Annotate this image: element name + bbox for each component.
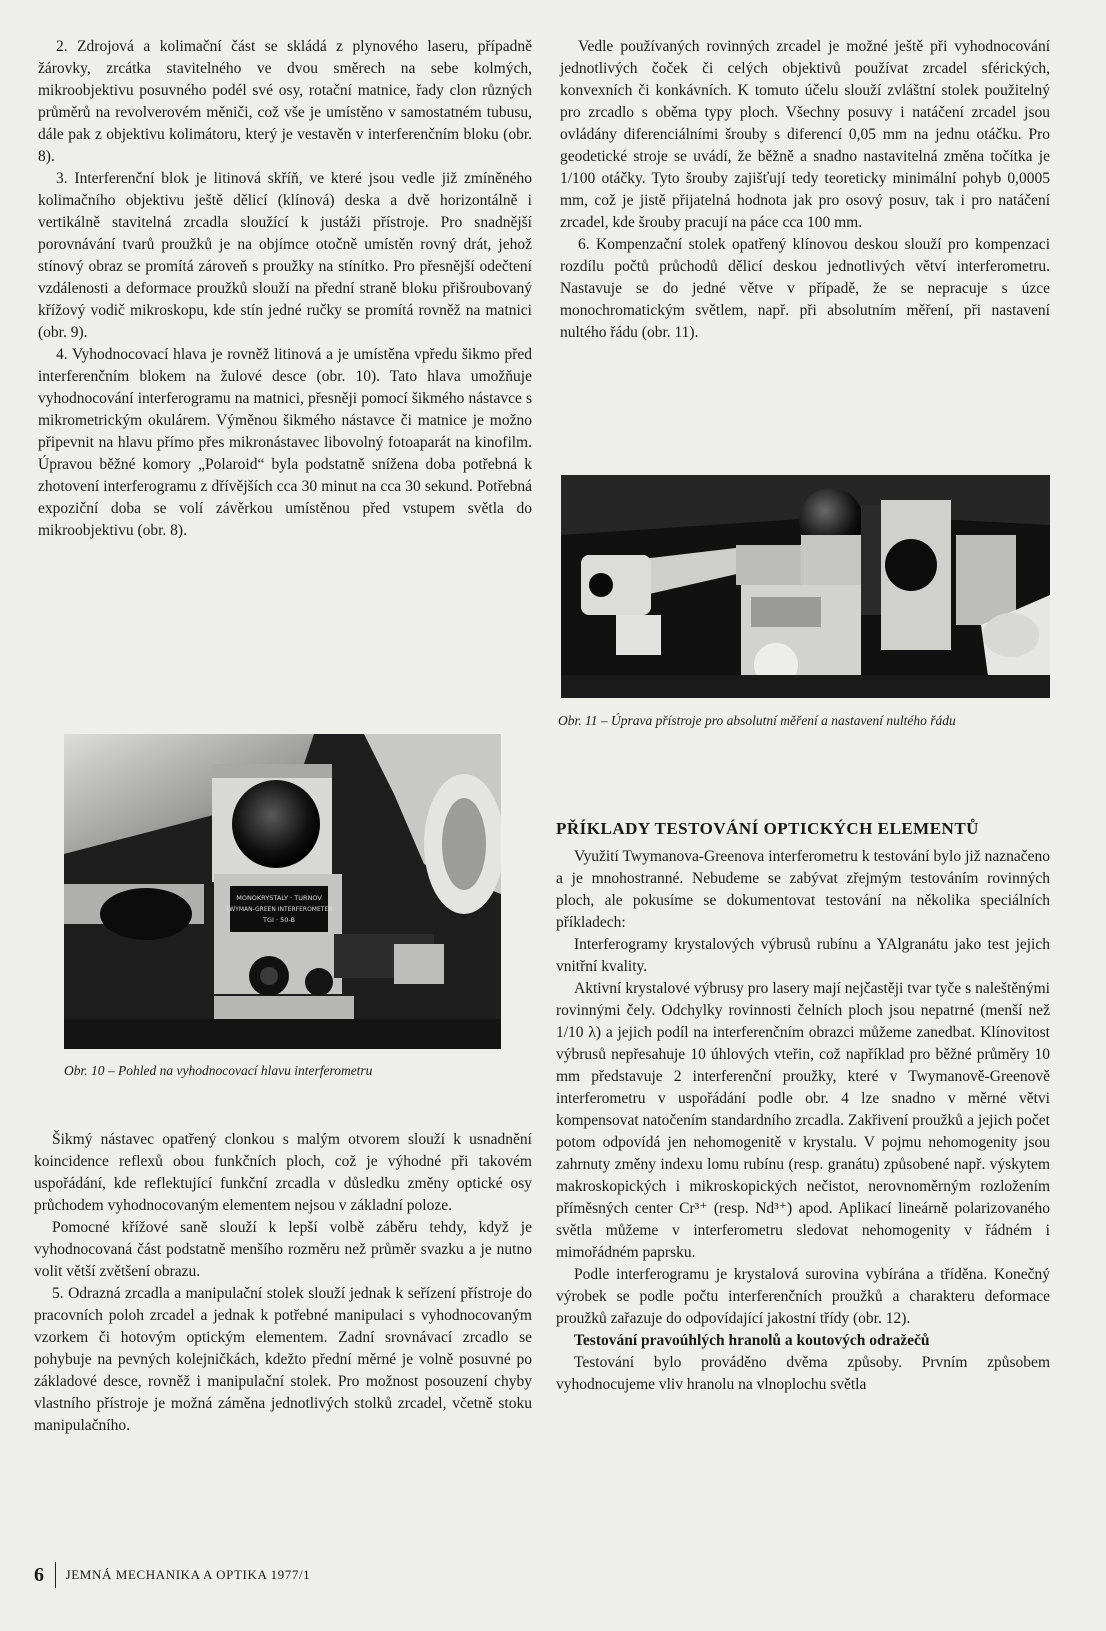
right-column-bottom: [556, 818, 1050, 1396]
paragraph-zdrojova-cast: 2. Zdrojová a kolimační část se skládá z plynového laseru, případně žárovky, zrcátka stavitelného ve dvou směrech na sebe kolmých, mikroobjektivu posuvného podél své osy, rotační matnice, řady clon různých průměrů na revolverovém měniči, což vše je umístěno v samostatném tubusu, dále pak z objektivu kolimátoru, který je vestavěn v interferenčním bloku (obr. 8).: [38, 38, 532, 165]
journal-name: JEMNÁ MECHANIKA A OPTIKA 1977/1: [65, 1567, 311, 1582]
figure-11-photo: [561, 475, 1050, 698]
right-column-top: [560, 36, 1050, 344]
paragraph-trideni: Podle interferogramu je krystalová surovina vybírána a tříděna. Konečný výrobek se podle počtu interferenčních proužků a charakteru deformace proužků zařazuje do odpovídající jakostní třídy (obr. 12).: [556, 1266, 1050, 1327]
paragraph-interferencni-blok: 3. Interferenční blok je litinová skříň, ve které jsou vedle již zmíněného kolimačního objektivu ještě dělicí (klínová) deska a dvě horizontálně i vertikálně stavitelná zrcadla sloužící k justáži přístroje. Pro snadnější porovnávání tvarů proužků je na objímce otočně umístěn rovný drát, jehož stínový obraz se promítá zároveň s proužky na stínítko. Pro přesnější odečtení vzdálenosti a deformace proužků slouží na přední straně bloku přišroubovaný křížový vodič mikroskopu, kde stín jedné ručky se promítá rovněž na matnici (obr. 9).: [38, 170, 532, 341]
figure-10-caption: Obr. 10 – Pohled na vyhodnocovací hlavu interferometru: [64, 1063, 373, 1078]
svg-text:TGI · 50-B: TGI · 50-B: [263, 916, 295, 924]
paragraph-vyhodnocovaci-hlava: 4. Vyhodnocovací hlava je rovněž litinová a je umístěna vpředu šikmo před interferenčním blokem na žulové desce (obr. 10). Tato hlava umožňuje vyhodnocování interferogramu na matnici, přesněji pomocí šikmého nástavce s mikrometrickým okulárem. Výměnou šikmého nástavce či matnice je možno připevnit na hlavu přímo přes mikronástavec libovolný fotoaparát na kinofilm. Úpravou běžné komory „Polaroid“ byla podstatně snížena doba potřebná k zhotovení interferogramu z dřívějších cca 30 minut na cca 30 sekund. Potřebná expoziční doba se volí závěrkou umístěnou před vstupem světla do mikroobjektivu (obr. 8).: [38, 346, 532, 539]
paragraph-odrazna-zrcadla: 5. Odrazná zrcadla a manipulační stolek slouží jednak k seřízení přístroje do pracovních poloh zrcadel a jednak k potřebné manipulaci s vyhodnocovaným vzorkem či hotovým optickým elementem. Zadní srovnávací zrcadlo se pohybuje na pevných kolejničkách, kdežto přední měrné je volně posuvné po základové desce, rovněž i manipulační stolek. Pro možnost posouzení chyby vlastního přístroje je možná záměna jednotlivých stolků zrcadel, včetně stoku manipulačního.: [34, 1285, 532, 1434]
page-footer: [34, 1562, 310, 1588]
section-heading: PŘÍKLADY TESTOVÁNÍ OPTICKÝCH ELEMENTŮ: [556, 819, 979, 838]
paragraph-sfericka-zrcadla: Vedle používaných rovinných zrcadel je možné ještě při vyhodnocování jednotlivých čoček či celých objektivů používat zrcadel sférických, konvexních či konkávních. K tomuto účelu slouží zvláštní stolek použitelný pro zrcadlo s oběma typy ploch. Všechny posuvy i natáčení zrcadel jsou ovládány diferenciálními šrouby s diferencí 0,05 mm na jednu otáčku. Pro geodetické stroje se uvádí, že běžně a snadno nastavitelná změna točítka je 1/100 otáčky. Tyto šrouby zajišťují tedy teoreticky minimální pohyb 0,0005 mm, což je jistě přijatelná hodnota jak pro osový posuv, tak i pro natáčení zrcadel, kde šrouby pracují na páce cca 100 mm.: [560, 38, 1050, 231]
figure-11-caption: Obr. 11 – Úprava přístroje pro absolutní měření a nastavení nultého řádu: [558, 713, 956, 728]
paragraph-vyuziti: Využití Twymanova-Greenova interferometru k testování bylo již naznačeno a je mnohostranné. Nebudeme se zabývat zřejmým testováním rovinných ploch, ale pokusíme se dokumentovat testování na několika speciálních příkladech:: [556, 848, 1050, 931]
evaluation-head-illustration: [64, 734, 501, 1049]
left-column-bottom: [34, 1129, 532, 1437]
absolute-measurement-setup-illustration: [561, 475, 1050, 698]
paragraph-pomocne-sane: Pomocné křížové saně slouží k lepší volbě záběru tehdy, když je vyhodnocovaná část podstatně menšího rozměru než průměr svazku a je nutno volit větší zvětšení obrazu.: [34, 1219, 532, 1280]
subheading-hranoly: Testování pravoúhlých hranolů a koutových odražečů: [574, 1332, 930, 1349]
paragraph-testovani-zpusoby: Testování bylo prováděno dvěma způsoby. Prvním způsobem vyhodnocujeme vliv hranolu na vlnoplochu světla: [556, 1354, 1050, 1393]
paragraph-aktivni-vybrusy: Aktivní krystalové výbrusy pro lasery mají nejčastěji tvar tyče s naleštěnými rovinnými čely. Odchylky rovinnosti čelních ploch jsou nepatrné (menší než 1/10 λ) a jejich podíl na interferenčním obrazci můžeme zanedbat. Klínovitost výbrusů nepřesahuje 10 úhlových vteřin, což například pro běžné průměry 10 mm představuje 2 interferenční proužky, které v Twymanově-Greenově interferometru v uspořádání podle obr. 4 lze snadno v měrné větvi kompensovat natočením standardního zrcadla. Zakřivení proužků a jejich počet potom odpovídá jen nehomogenitě v krystalu. V pojmu nehomogenity jsou zahrnuty změny indexu lomu rubínu (resp. granátu) způsobené např. výskytem makroskopických i mikroskopických nečistot, nerovnoměrným rozložením příměsných center Cr³⁺ (resp. Nd³⁺) apod. Aplikací lineárně polarizovaného světla můžeme v interferometru sledovat nehomogenity v řádném i mimořádném paprsku.: [556, 980, 1050, 1261]
svg-text:TWYMAN-GREEN INTERFEROMETER: TWYMAN-GREEN INTERFEROMETER: [225, 906, 333, 913]
plate-text: MONOKRYSTALY · TURNOV: [236, 894, 322, 902]
paragraph-interferogramy: Interferogramy krystalových výbrusů rubínu a YAlgranátu jako test jejich vnitřní kvality.: [556, 936, 1050, 975]
paragraph-kompenzacni-stolek: 6. Kompenzační stolek opatřený klínovou deskou slouží pro kompenzaci rozdílu počtů průchodů dělicí deskou jednotlivých větví interferometru. Nastavuje se do jedné větve v případě, že se nepracuje s úzce monochromatickým světlem, např. při absolutním měření, při nastavení nultého řádu (obr. 11).: [560, 236, 1050, 341]
page-number: 6: [34, 1563, 45, 1586]
paragraph-sikmy-nastavec: Šikmý nástavec opatřený clonkou s malým otvorem slouží k usnadnění koincidence reflexů obou funkčních ploch, což je výhodné při takovém uspořádání, kde reflektující funkční zrcadla v důsledku změny optické osy průchodem vyhodnocovaným elementem nejsou v základní poloze.: [34, 1131, 532, 1214]
footer-divider: [55, 1562, 56, 1588]
left-column-top: [38, 36, 532, 542]
figure-10-photo: [64, 734, 501, 1049]
